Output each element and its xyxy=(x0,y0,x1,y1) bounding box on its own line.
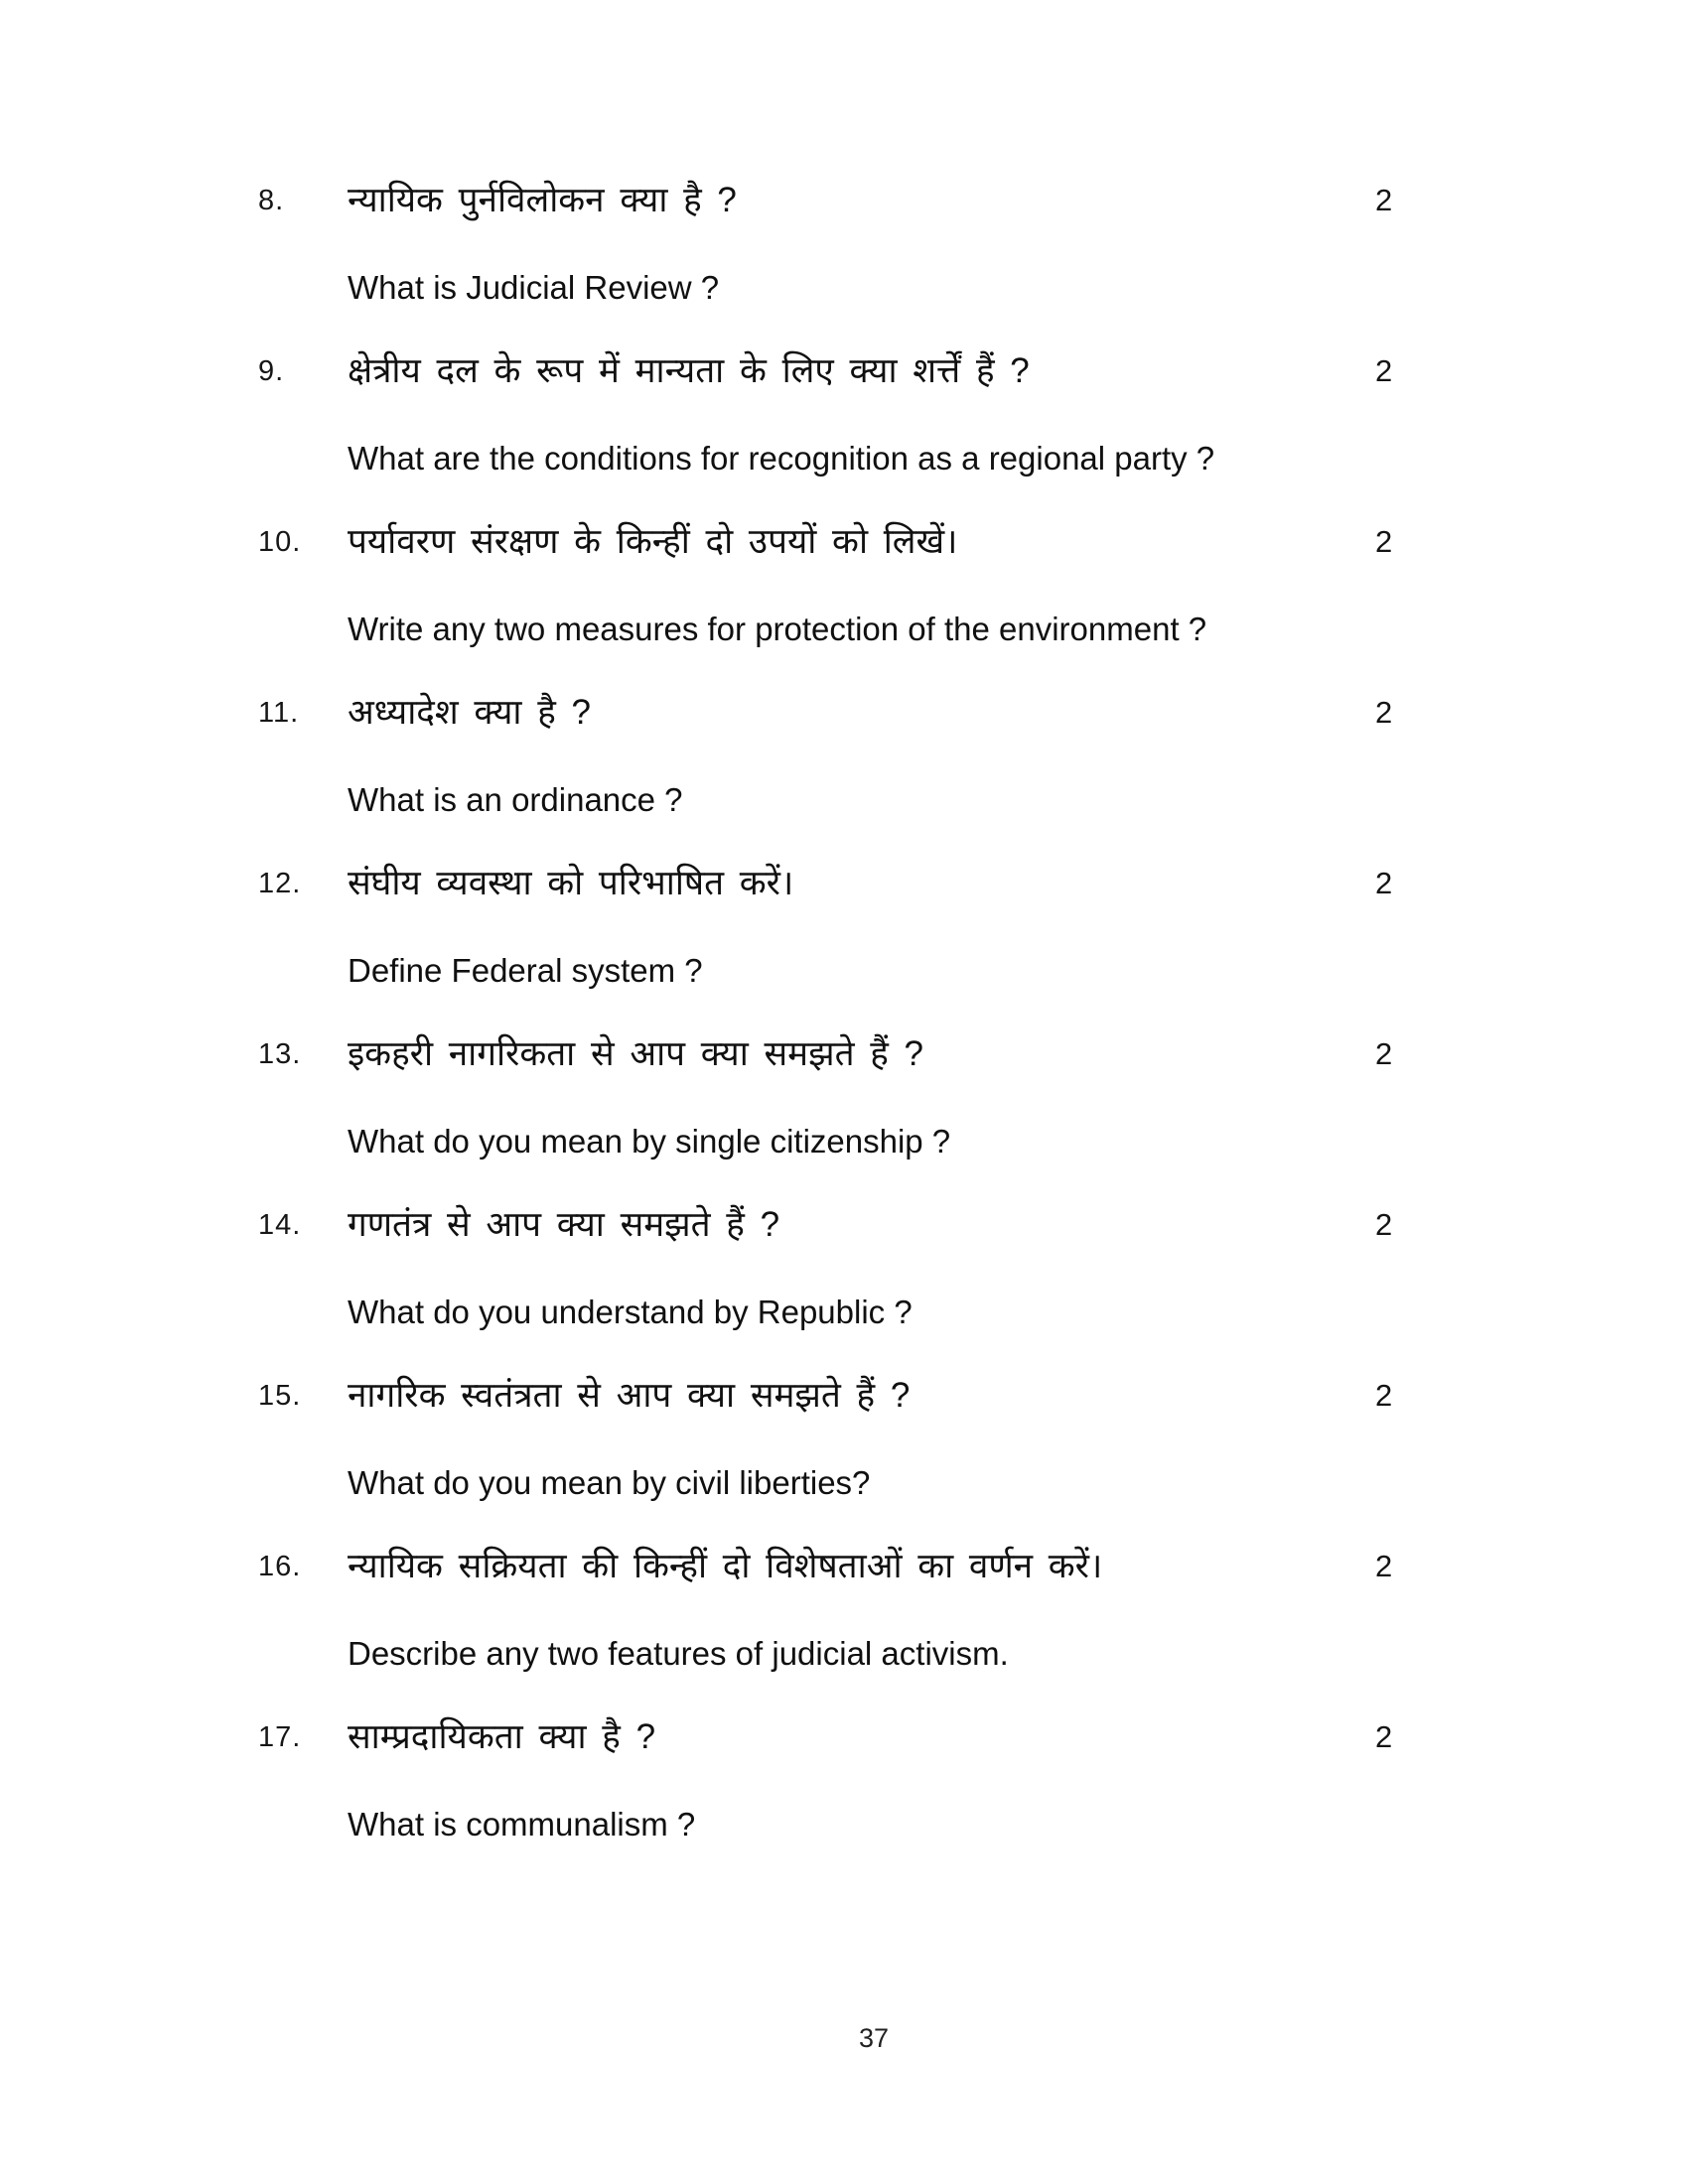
question-list xyxy=(258,177,1688,1884)
question-number: 12. xyxy=(258,868,302,899)
question-number: 13. xyxy=(258,1038,302,1070)
question-line-hindi xyxy=(258,347,1688,395)
question-text-english: Write any two measures for protection of the environment ? xyxy=(348,611,1207,647)
question-marks: 2 xyxy=(1375,695,1393,730)
question-row xyxy=(258,1713,1688,1848)
question-row xyxy=(258,860,1688,995)
question-line-hindi xyxy=(258,518,1688,566)
question-text-hindi: अध्यादेश क्या है ? xyxy=(348,693,591,732)
question-text-english: What are the conditions for recognition as a regional party ? xyxy=(348,440,1215,477)
question-row xyxy=(258,1543,1688,1678)
question-marks: 2 xyxy=(1375,183,1393,217)
question-text-english: What do you mean by civil liberties? xyxy=(348,1464,871,1501)
question-text-hindi: संघीय व्यवस्था को परिभाषित करें। xyxy=(348,864,794,902)
question-text-hindi: पर्यावरण संरक्षण के किन्हीं दो उपयों को लिखें। xyxy=(348,522,958,561)
question-number: 9. xyxy=(258,355,285,387)
question-marks: 2 xyxy=(1375,524,1393,559)
question-text-hindi: नागरिक स्वतंत्रता से आप क्या समझते हैं ? xyxy=(348,1376,911,1415)
question-marks: 2 xyxy=(1375,1549,1393,1583)
question-number: 15. xyxy=(258,1380,302,1412)
question-text-english: What is communalism ? xyxy=(348,1806,696,1843)
question-line-hindi xyxy=(258,1030,1688,1078)
question-line-hindi xyxy=(258,1543,1688,1590)
question-text-hindi: न्यायिक पुर्नविलोकन क्या है ? xyxy=(348,181,737,219)
question-row xyxy=(258,347,1688,482)
question-number: 10. xyxy=(258,526,302,558)
question-number: 17. xyxy=(258,1721,302,1753)
question-marks: 2 xyxy=(1375,1378,1393,1413)
question-row xyxy=(258,1201,1688,1336)
question-text-hindi: क्षेत्रीय दल के रूप में मान्यता के लिए क्या शर्त्तें हैं ? xyxy=(348,351,1030,390)
question-line-hindi xyxy=(258,860,1688,907)
question-line-hindi xyxy=(258,689,1688,737)
question-row xyxy=(258,1030,1688,1165)
question-text-hindi: गणतंत्र से आप क्या समझते हैं ? xyxy=(348,1205,780,1244)
question-line-hindi xyxy=(258,177,1688,224)
question-marks: 2 xyxy=(1375,866,1393,900)
page-number: 37 xyxy=(858,2023,890,2053)
question-marks: 2 xyxy=(1375,1719,1393,1754)
question-line-hindi xyxy=(258,1201,1688,1249)
question-row xyxy=(258,689,1688,824)
question-marks: 2 xyxy=(1375,353,1393,388)
question-line-hindi xyxy=(258,1713,1688,1761)
question-marks: 2 xyxy=(1375,1207,1393,1242)
question-row xyxy=(258,177,1688,312)
question-text-english: What is Judicial Review ? xyxy=(348,269,720,306)
question-text-english: Describe any two features of judicial activism. xyxy=(348,1635,1009,1672)
question-text-hindi: इकहरी नागरिकता से आप क्या समझते हैं ? xyxy=(348,1034,924,1073)
question-number: 14. xyxy=(258,1209,302,1241)
question-text-english: What is an ordinance ? xyxy=(348,781,683,818)
question-text-hindi: साम्प्रदायिकता क्या है ? xyxy=(348,1717,656,1756)
question-number: 8. xyxy=(258,185,285,216)
question-row xyxy=(258,1372,1688,1507)
question-line-hindi xyxy=(258,1372,1688,1420)
question-text-english: What do you understand by Republic ? xyxy=(348,1294,913,1330)
question-number: 16. xyxy=(258,1551,302,1582)
question-text-hindi: न्यायिक सक्रियता की किन्हीं दो विशेषताओं का वर्णन करें। xyxy=(348,1547,1103,1585)
question-text-english: Define Federal system ? xyxy=(348,952,703,989)
question-marks: 2 xyxy=(1375,1036,1393,1071)
question-number: 11. xyxy=(258,697,300,729)
question-text-english: What do you mean by single citizenship ? xyxy=(348,1123,951,1160)
question-row xyxy=(258,518,1688,653)
